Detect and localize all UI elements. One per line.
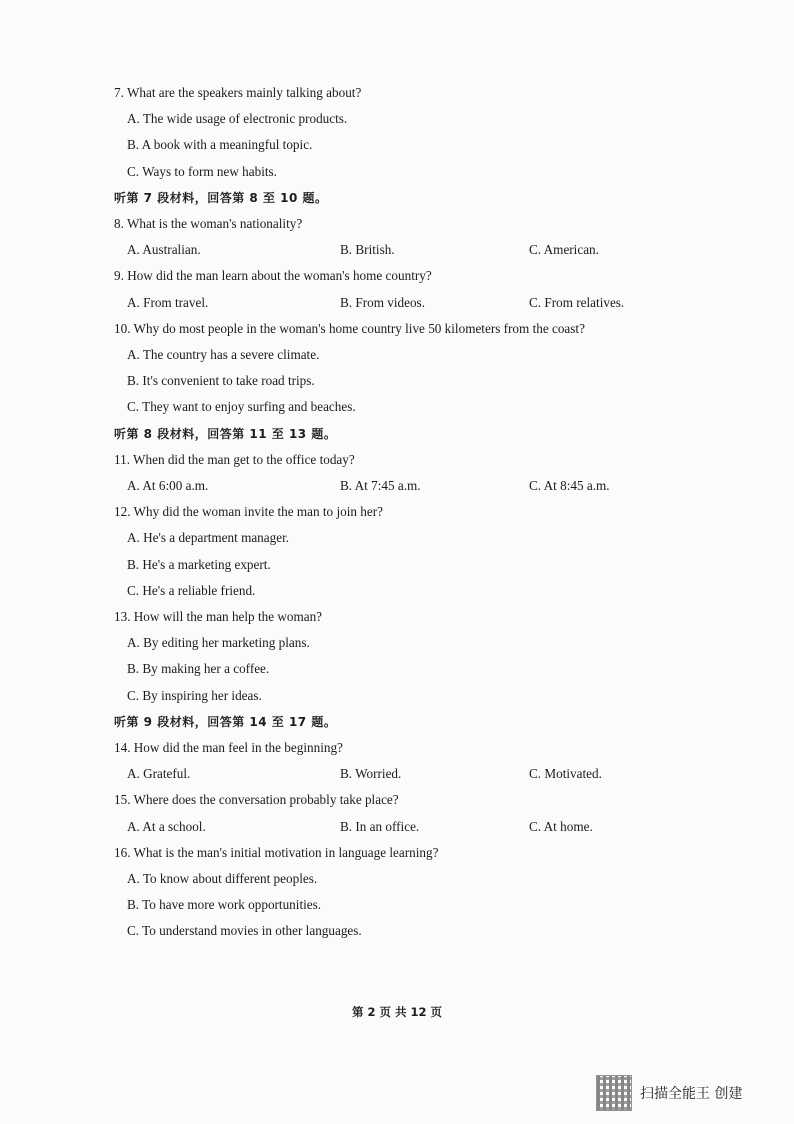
- answer-option: B. A book with a meaningful topic.: [127, 137, 313, 152]
- answer-option-c: C. American.: [529, 242, 599, 257]
- answer-option: B. He's a marketing expert.: [127, 557, 271, 572]
- answer-option-a: A. At a school.: [127, 819, 206, 834]
- answer-option: A. The country has a severe climate.: [127, 347, 320, 362]
- question-text: 13. How will the man help the woman?: [114, 609, 323, 624]
- answer-option: A. The wide usage of electronic products.: [127, 111, 348, 126]
- answer-option: B. To have more work opportunities.: [127, 897, 322, 912]
- answer-option-a: A. Grateful.: [127, 766, 191, 781]
- question-text: 10. Why do most people in the woman's home country live 50 kilometers from the coast?: [114, 321, 585, 336]
- answer-option-b: B. British.: [340, 242, 395, 257]
- answer-option-b: B. From videos.: [340, 295, 425, 310]
- section-instruction: 听第 9 段材料，回答第 14 至 17 题。: [114, 715, 337, 729]
- answer-option-a: A. Australian.: [127, 242, 201, 257]
- answer-option-c: C. Motivated.: [529, 766, 602, 781]
- section-instruction: 听第 7 段材料，回答第 8 至 10 题。: [114, 191, 328, 205]
- answer-option: A. By editing her marketing plans.: [127, 635, 310, 650]
- answer-option-c: C. At 8:45 a.m.: [529, 478, 610, 493]
- answer-option-a: A. At 6:00 a.m.: [127, 478, 209, 493]
- question-text: 14. How did the man feel in the beginning?: [114, 740, 343, 755]
- question-text: 7. What are the speakers mainly talking about?: [114, 85, 362, 100]
- answer-option: A. To know about different peoples.: [127, 871, 318, 886]
- question-text: 9. How did the man learn about the woman's home country?: [114, 268, 432, 283]
- answer-option: B. By making her a coffee.: [127, 661, 270, 676]
- answer-option-b: B. Worried.: [340, 766, 402, 781]
- question-text: 15. Where does the conversation probably take place?: [114, 792, 399, 807]
- answer-option: C. They want to enjoy surfing and beaches.: [127, 399, 356, 414]
- question-text: 8. What is the woman's nationality?: [114, 216, 303, 231]
- scanner-watermark: [596, 1075, 776, 1111]
- answer-option-b: B. At 7:45 a.m.: [340, 478, 421, 493]
- answer-option: A. He's a department manager.: [127, 530, 290, 545]
- qr-code-icon: [596, 1075, 632, 1111]
- answer-option: C. By inspiring her ideas.: [127, 688, 262, 703]
- question-text: 16. What is the man's initial motivation in language learning?: [114, 845, 439, 860]
- answer-option-c: C. At home.: [529, 819, 593, 834]
- question-text: 12. Why did the woman invite the man to join her?: [114, 504, 383, 519]
- answer-option: C. To understand movies in other languages.: [127, 923, 362, 938]
- answer-option-b: B. In an office.: [340, 819, 420, 834]
- question-text: 11. When did the man get to the office today?: [114, 452, 355, 467]
- answer-option-a: A. From travel.: [127, 295, 209, 310]
- answer-option: B. It's convenient to take road trips.: [127, 373, 315, 388]
- answer-option-c: C. From relatives.: [529, 295, 625, 310]
- section-instruction: 听第 8 段材料，回答第 11 至 13 题。: [114, 427, 337, 441]
- page-number: 第 2 页 共 12 页: [351, 1005, 443, 1019]
- answer-option: C. Ways to form new habits.: [127, 164, 277, 179]
- watermark-text: 扫描全能王 创建: [640, 1086, 743, 1102]
- answer-option: C. He's a reliable friend.: [127, 583, 256, 598]
